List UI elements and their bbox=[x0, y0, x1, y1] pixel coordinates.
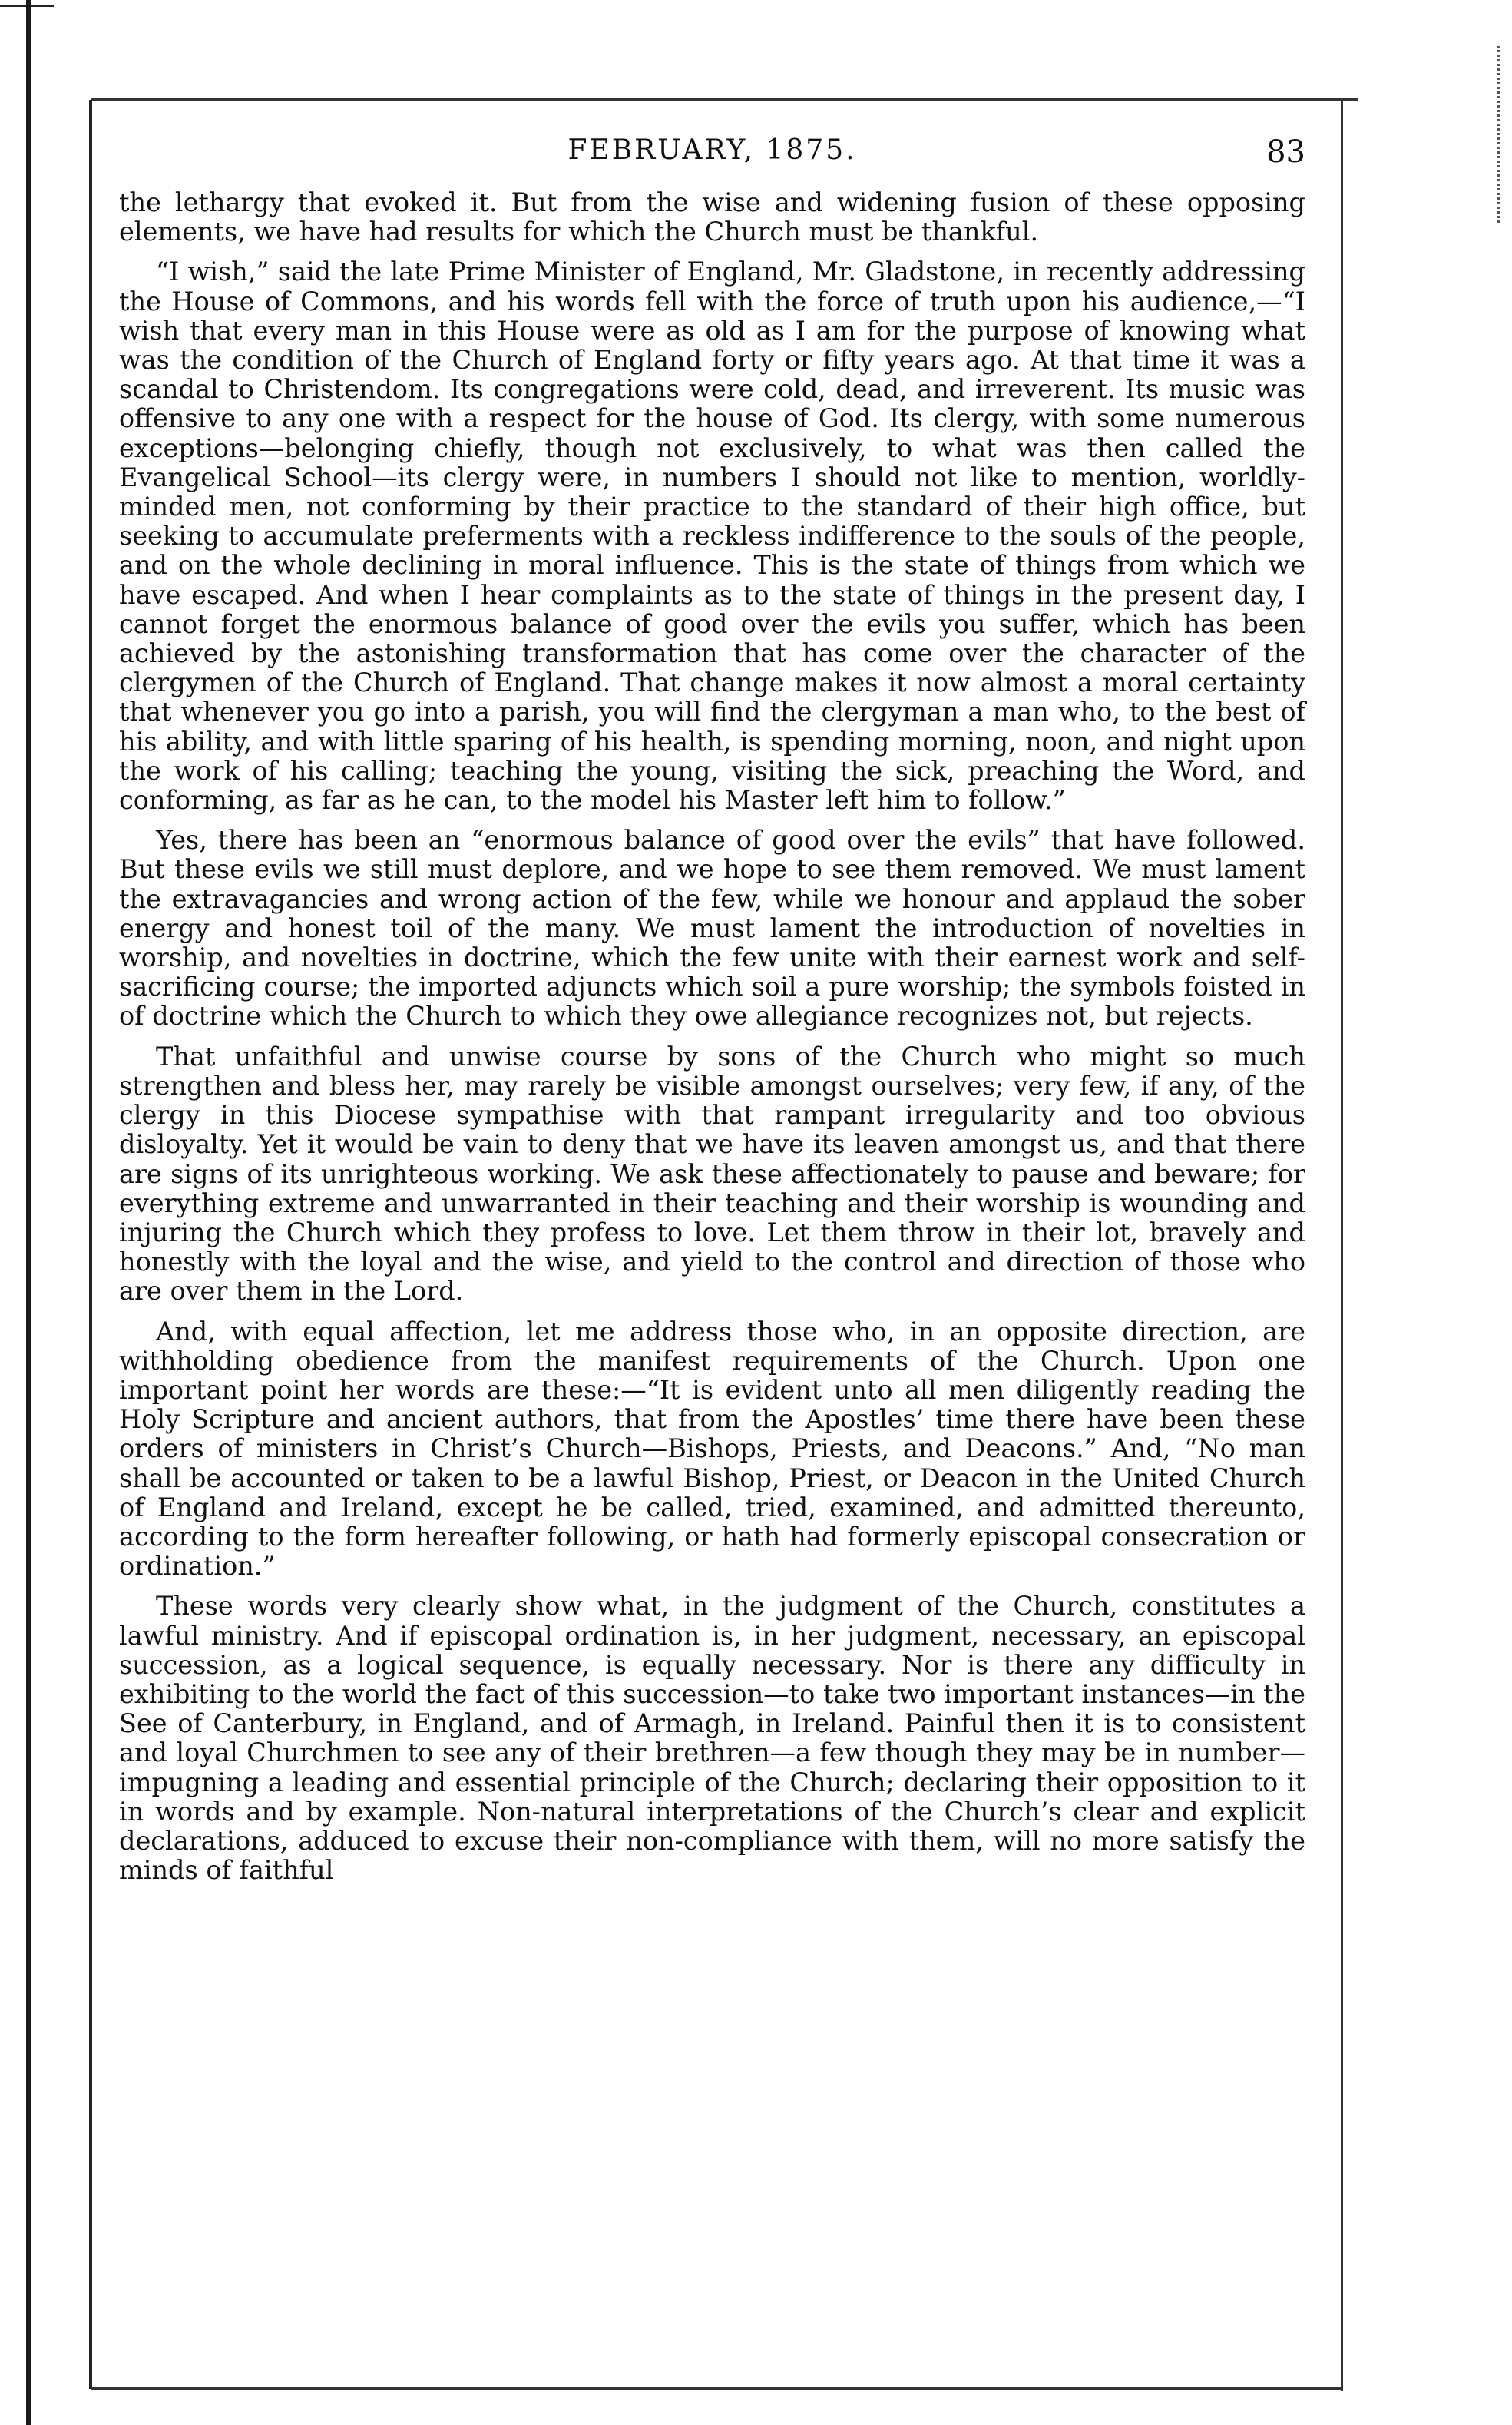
page bbox=[119, 134, 1305, 1896]
running-head bbox=[119, 134, 1305, 188]
body-text bbox=[119, 188, 1305, 1885]
paragraph-gladstone-quote: “I wish,” said the late Prime Minister of England, Mr. Gladstone, in recently addressing the House of Commons, and his words fell with the force of truth upon his audience,—“I wish that every man in this House were as old as I am for the purpose of knowing what was the condition of the Church of England forty or fifty years ago. At that time it was a scandal to Christendom. Its congregations were cold, dead, and irreverent. Its music was offensive to any one with a respect for the house of God. Its clergy, with some numerous exceptions—belonging chiefly, though not exclusively, to what was then called the Evangelical School—its clergy were, in numbers I should not like to mention, worldly-minded men, not conforming by their practice to the standard of their high office, but seeking to accumulate preferments with a reckless indifference to the souls of the people, and on the whole declining in moral influence. This is the state of things from which we have escaped. And when I hear complaints as to the state of things in the present day, I cannot forget the enormous balance of good over the evils you suffer, which has been achieved by the astonishing transformation that has come over the character of the clergymen of the Church of England. That change makes it now almost a moral certainty that whenever you go into a parish, you will find the clergyman a man who, to the best of his ability, and with little sparing of his health, is spending morning, noon, and night upon the work of his calling; teaching the young, visiting the sick, preaching the Word, and conforming, as far as he can, to the model his Master left him to follow.” bbox=[119, 257, 1305, 816]
running-title: FEBRUARY, 1875. bbox=[567, 134, 857, 166]
paragraph-unfaithful-course: That unfaithful and unwise course by sons of the Church who might so much strengthen and bless her, may rarely be visible amongst ourselves; very few, if any, of the clergy in this Diocese sympathise with that rampant irregularity and too obvious disloyalty. Yet it would be vain to deny that we have its leaven amongst us, and that there are signs of its unrighteous working. We ask these affectionately to pause and beware; for everything extreme and unwarranted in their teaching and their worship is wounding and injuring the Church which they profess to love. Let them throw in their lot, bravely and honestly with the loyal and the wise, and yield to the control and direction of those who are over them in the Lord. bbox=[119, 1041, 1305, 1307]
page-border-bottom bbox=[91, 2387, 1342, 2390]
page-border-top bbox=[91, 98, 1358, 101]
page-number: 83 bbox=[1266, 134, 1305, 170]
page-border-left bbox=[89, 100, 92, 2389]
paragraph-continuation: the lethargy that evoked it. But from the wise and widening fusion of these opposing elements, we have had results for which the Church must be thankful. bbox=[119, 187, 1305, 247]
paragraph-balance-of-good: Yes, there has been an “enormous balance of good over the evils” that have followed. But these evils we still must deplore, and we hope to see them removed. We must lament the extravagancies and wrong action of the few, while we honour and applaud the sober energy and honest toil of the many. We must lament the introduction of novelties in worship, and novelties in doctrine, which the few unite with their earnest work and self-sacrificing course; the imported adjuncts which soil a pure worship; the symbols foisted in of doctrine which the Church to which they owe allegiance recognizes not, but rejects. bbox=[119, 825, 1305, 1032]
paragraph-lawful-ministry: These words very clearly show what, in the judgment of the Church, constitutes a lawful ministry. And if episcopal ordination is, in her judgment, necessary, an episcopal succession, as a logical sequence, is equally necessary. Nor is there any difficulty in exhibiting to the world the fact of this succession—to take two important instances—in the See of Canterbury, in England, and of Armagh, in Ireland. Painful then it is to consistent and loyal Churchmen to see any of their brethren—a few though they may be in number—impugning a leading and essential principle of the Church; declaring their opposition to it in words and by example. Non-natural interpretations of the Church’s clear and explicit declarations, adduced to excuse their non-compliance with them, will no more satisfy the minds of faithful bbox=[119, 1591, 1305, 1886]
page-border-right bbox=[1341, 98, 1343, 2391]
paragraph-equal-affection: And, with equal affection, let me address those who, in an opposite direction, are withholding obedience from the manifest requirements of the Church. Upon one important point her words are these:—“It is evident unto all men diligently reading the Holy Scripture and ancient authors, that from the Apostles’ time there have been these orders of ministers in Christ’s Church—Bishops, Priests, and Deacons.” And, “No man shall be accounted or taken to be a lawful Bishop, Priest, or Deacon in the United Church of England and Ireland, except he be called, tried, examined, and admitted thereunto, according to the form hereafter following, or hath had formerly episcopal consecration or ordination.” bbox=[119, 1316, 1305, 1582]
scan-edge-dots bbox=[1497, 46, 1503, 223]
scan-margin-rule bbox=[26, 0, 31, 2425]
